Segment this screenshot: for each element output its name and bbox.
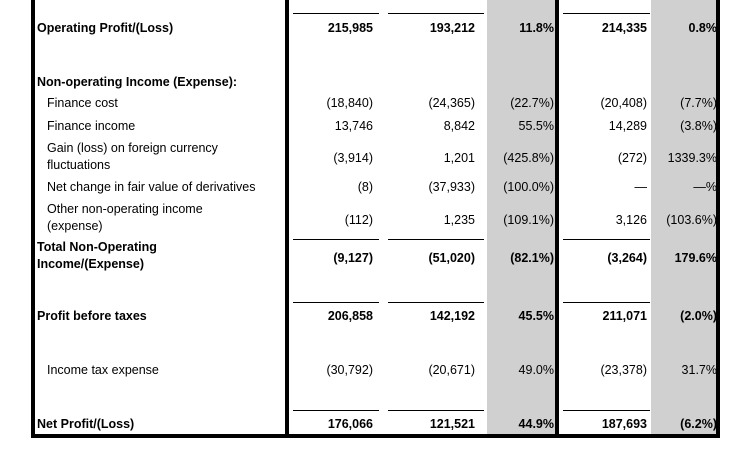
cell-value: 206,858 xyxy=(327,309,373,323)
cell-value: —% xyxy=(693,180,717,194)
rule xyxy=(563,13,650,14)
row-label-line: Gain (loss) on foreign currency xyxy=(47,141,218,155)
cell-value: 142,192 xyxy=(429,309,475,323)
row-label-line: Other non-operating income xyxy=(47,202,203,216)
cell-value: 1,201 xyxy=(443,151,475,165)
cell-value: 31.7% xyxy=(681,363,717,377)
rule xyxy=(563,239,650,240)
cell-value: 8,842 xyxy=(443,119,475,133)
cell-value: (30,792) xyxy=(326,363,373,377)
cell-value: 11.8% xyxy=(519,21,554,35)
cell-value: (100.0%) xyxy=(503,180,554,194)
row-label: Net Profit/(Loss) xyxy=(37,417,135,431)
cell-value: (3,264) xyxy=(607,251,647,265)
cell-value: (2.0%) xyxy=(680,309,717,323)
rule xyxy=(293,302,379,303)
rule xyxy=(388,302,484,303)
cell-value: (18,840) xyxy=(326,96,373,110)
cell-value: (112) xyxy=(344,213,373,227)
cell-value: (22.7%) xyxy=(510,96,554,110)
cell-value: (3,914) xyxy=(333,151,373,165)
row-label: Profit before taxes xyxy=(37,309,147,323)
rule xyxy=(293,239,379,240)
row-label-line: fluctuations xyxy=(47,158,111,172)
cell-value: (103.6%) xyxy=(666,213,717,227)
cell-value: 215,985 xyxy=(327,21,373,35)
cell-value: 0.8% xyxy=(688,21,717,35)
rule xyxy=(388,239,484,240)
cell-value: 55.5% xyxy=(518,119,554,133)
cell-value: (425.8%) xyxy=(503,151,554,165)
cell-value: 1339.3% xyxy=(667,151,717,165)
cell-value: (8) xyxy=(357,180,373,194)
cell-value: 49.0% xyxy=(518,363,554,377)
cell-value: 211,071 xyxy=(602,309,647,323)
row-label xyxy=(47,201,295,235)
cell-value: 193,212 xyxy=(429,21,475,35)
rule xyxy=(563,410,650,411)
rule xyxy=(388,410,484,411)
cell-value: (9,127) xyxy=(333,251,373,265)
row-label: Finance income xyxy=(47,119,136,133)
cell-value: 44.9% xyxy=(518,417,554,431)
cell-value: 45.5% xyxy=(518,309,554,323)
rule xyxy=(293,13,379,14)
cell-value: (51,020) xyxy=(428,251,475,265)
cell-value: 1,235 xyxy=(443,213,475,227)
cell-value: 176,066 xyxy=(327,417,373,431)
row-label-line: Total Non-Operating xyxy=(37,240,157,254)
row-label: Finance cost xyxy=(47,96,118,110)
cell-value: (23,378) xyxy=(600,363,647,377)
rule xyxy=(293,410,379,411)
cell-value: 14,289 xyxy=(608,119,647,133)
cell-value: (6.2%) xyxy=(680,417,717,431)
cell-value: (3.8%) xyxy=(680,119,717,133)
row-label: Income tax expense xyxy=(47,363,159,377)
cell-value: 214,335 xyxy=(601,21,647,35)
cell-value: (37,933) xyxy=(428,180,475,194)
row-label-line: (expense) xyxy=(47,219,103,233)
cell-value: (82.1%) xyxy=(510,251,554,265)
cell-value: (20,408) xyxy=(600,96,647,110)
cell-value: 187,693 xyxy=(601,417,647,431)
row-label xyxy=(47,140,295,174)
cell-value: 121,521 xyxy=(429,417,475,431)
section-heading: Non-operating Income (Expense): xyxy=(37,75,238,89)
row-label: Operating Profit/(Loss) xyxy=(37,21,174,35)
row-label-line: Income/(Expense) xyxy=(37,257,144,271)
frame-left xyxy=(31,0,35,438)
row-label: Net change in fair value of derivatives xyxy=(47,180,256,194)
rule xyxy=(388,13,484,14)
cell-value: (272) xyxy=(617,151,647,165)
cell-value: 179.6% xyxy=(674,251,717,265)
row-label xyxy=(37,239,285,273)
frame-bottom xyxy=(31,434,720,438)
cell-value: (109.1%) xyxy=(503,213,554,227)
rule xyxy=(563,302,650,303)
cell-value: 13,746 xyxy=(334,119,373,133)
cell-value: — xyxy=(634,180,647,194)
frame-divider-2 xyxy=(555,0,559,438)
cell-value: (7.7%) xyxy=(680,96,717,110)
cell-value: 3,126 xyxy=(615,213,647,227)
cell-value: (20,671) xyxy=(428,363,475,377)
cell-value: (24,365) xyxy=(428,96,475,110)
